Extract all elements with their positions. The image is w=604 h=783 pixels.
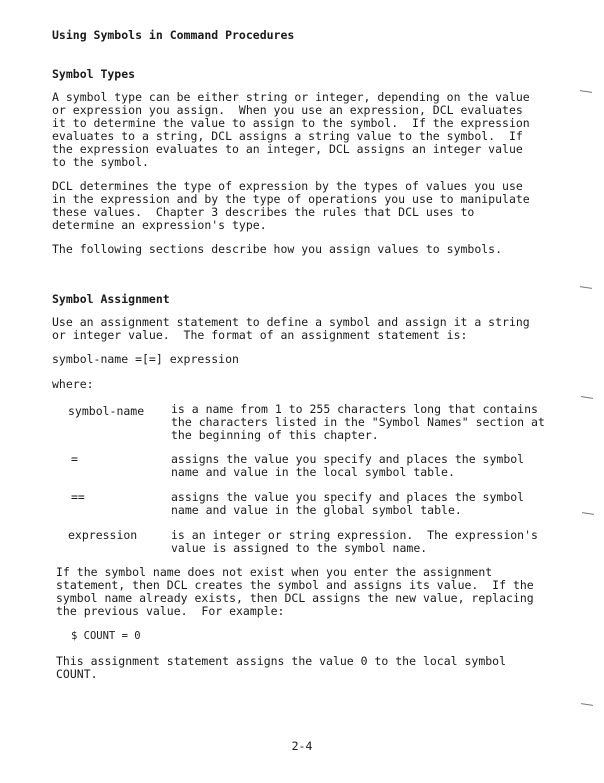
text-line: If the symbol name does not exist when you enter the assignment (56, 565, 493, 579)
text-line: or integer value. The format of an assignment statement is: (52, 328, 468, 342)
definition-text: the characters listed in the "Symbol Names" section at (171, 415, 545, 429)
section-heading-symbol-assignment: Symbol Assignment (52, 292, 170, 306)
definition-text: the beginning of this chapter. (171, 428, 379, 442)
definition-text: is a name from 1 to 255 characters long that contains (171, 402, 538, 416)
scan-margin-mark (580, 90, 592, 93)
text-line: evaluates to a string, DCL assigns a string value to the symbol. If (52, 129, 523, 143)
scan-margin-mark (581, 703, 593, 706)
definition-term: symbol-name (68, 404, 145, 418)
text-line: it to determine the value to assign to the symbol. If the expression (52, 116, 530, 130)
text-line: DCL determines the type of expression by the types of values you use (52, 179, 523, 193)
scan-margin-mark (580, 286, 592, 289)
text-line: to the symbol. (52, 155, 149, 169)
text-line: This assignment statement assigns the value 0 to the local symbol (56, 654, 507, 668)
paragraph-following-sections: The following sections describe how you assign values to symbols. (52, 242, 503, 256)
text-line: Use an assignment statement to define a symbol and assign it a string (52, 315, 530, 329)
running-title: Using Symbols in Command Procedures (52, 28, 295, 42)
definition-text: assigns the value you specify and places the symbol (171, 452, 525, 466)
definition-text: name and value in the local symbol table. (171, 465, 455, 479)
scan-margin-mark (581, 396, 593, 399)
text-line: the previous value. For example: (56, 604, 285, 618)
code-example: $ COUNT = 0 (71, 630, 141, 642)
text-line: these values. Chapter 3 describes the rules that DCL uses to (52, 205, 475, 219)
text-line: in the expression and by the type of operations you use to manipulate (52, 192, 530, 206)
definition-term: = (71, 452, 78, 466)
definition-term: == (71, 490, 85, 504)
page-number: 2-4 (291, 739, 313, 753)
section-heading-symbol-types: Symbol Types (52, 67, 136, 81)
definition-text: is an integer or string expression. The expression's (171, 528, 538, 542)
text-line: statement, then DCL creates the symbol and assigns its value. If the (56, 578, 534, 592)
definition-text: name and value in the global symbol table. (171, 503, 462, 517)
where-label: where: (52, 377, 94, 391)
text-line: symbol name already exists, then DCL assigns the new value, replacing (56, 591, 534, 605)
text-line: A symbol type can be either string or integer, depending on the value (52, 90, 530, 104)
scan-margin-mark (582, 512, 594, 515)
text-line: determine an expression's type. (52, 218, 267, 232)
text-line: or expression you assign. When you use an expression, DCL evaluates (52, 103, 523, 117)
text-line: the expression evaluates to an integer, DCL assigns an integer value (52, 142, 523, 156)
format-statement: symbol-name =[=] expression (52, 352, 239, 366)
text-line: COUNT. (56, 667, 98, 681)
definition-text: value is assigned to the symbol name. (171, 541, 428, 555)
definition-term: expression (68, 528, 138, 542)
definition-text: assigns the value you specify and places the symbol (171, 490, 525, 504)
